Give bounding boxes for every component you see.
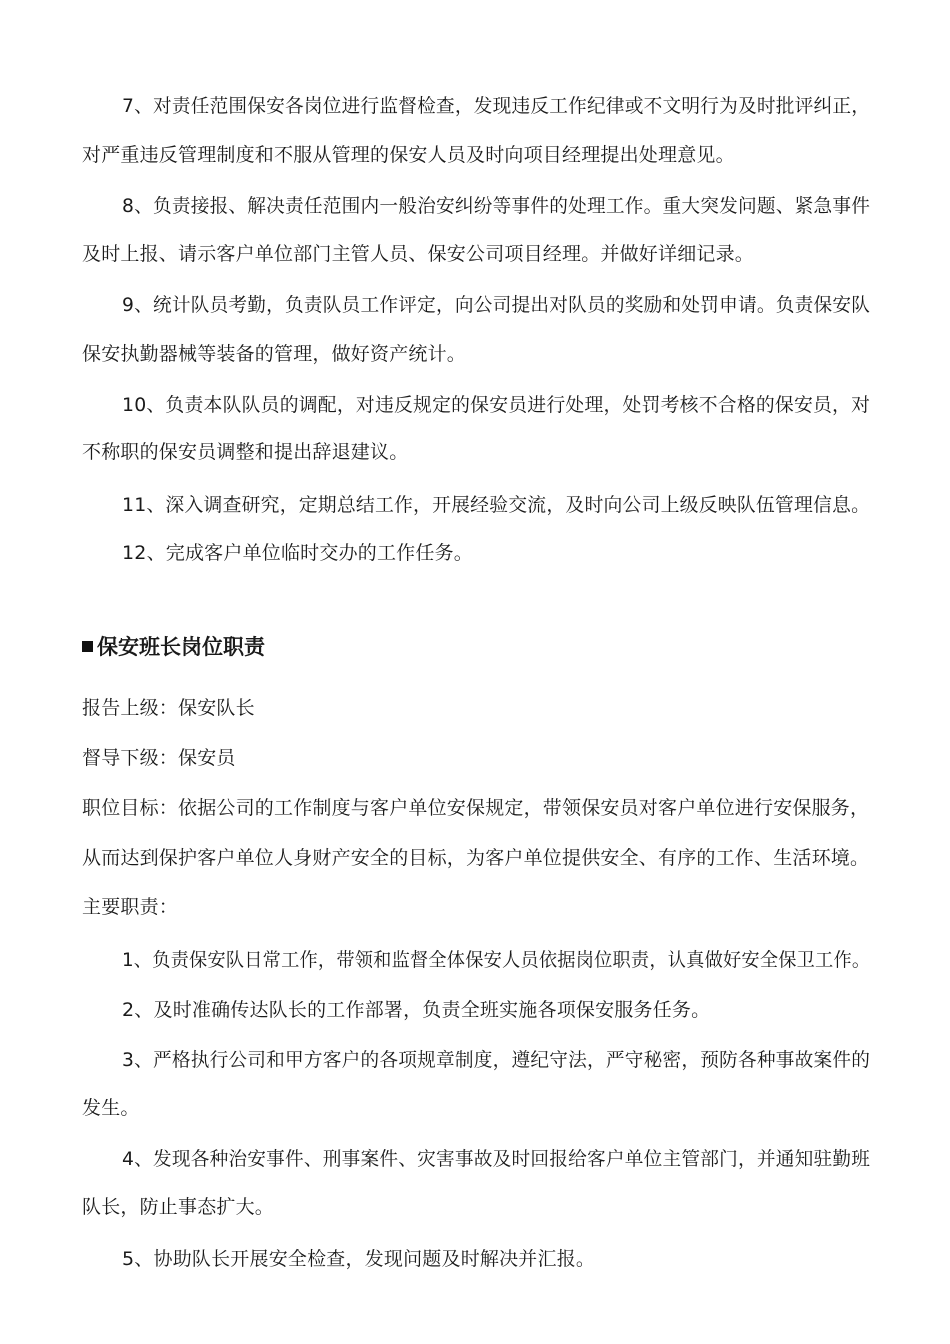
- supervises: 督导下级：保安员: [82, 747, 236, 769]
- duty-5-line-1: 5、协助队长开展安全检查，发现问题及时解决并汇报。: [122, 1248, 596, 1270]
- section-title: 保安班长岗位职责: [97, 635, 265, 659]
- duty-4-line-2: 队长，防止事态扩大。: [82, 1196, 275, 1218]
- item-7-line-2: 对严重违反管理制度和不服从管理的保安人员及时向项目经理提出处理意见。: [82, 144, 735, 166]
- item-7-line-1: 7、对责任范围保安各岗位进行监督检查，发现违反工作纪律或不文明行为及时批评纠正，: [122, 95, 871, 117]
- duty-3-line-1: 3、严格执行公司和甲方客户的各项规章制度，遵纪守法，严守秘密，预防各种事故案件的: [122, 1049, 871, 1071]
- objective-line-1: 职位目标：依据公司的工作制度与客户单位安保规定，带领保安员对客户单位进行安保服务，: [82, 797, 870, 819]
- duties-label: 主要职责：: [82, 896, 179, 918]
- item-8-line-2: 及时上报、请示客户单位部门主管人员、保安公司项目经理。并做好详细记录。: [82, 243, 755, 265]
- duty-1-line-1: 1、负责保安队日常工作，带领和监督全体保安人员依据岗位职责，认真做好安全保卫工作。: [122, 949, 871, 971]
- objective-line-2: 从而达到保护客户单位人身财产安全的目标，为客户单位提供安全、有序的工作、生活环境。: [82, 847, 870, 869]
- item-8-line-1: 8、负责接报、解决责任范围内一般治安纠纷等事件的处理工作。重大突发问题、紧急事件: [122, 195, 871, 217]
- item-12-line-1: 12、完成客户单位临时交办的工作任务。: [122, 542, 473, 564]
- item-11-line-1: 11、深入调查研究，定期总结工作，开展经验交流，及时向公司上级反映队伍管理信息。: [122, 494, 871, 516]
- duty-2-line-1: 2、及时准确传达队长的工作部署，负责全班实施各项保安服务任务。: [122, 999, 711, 1021]
- duty-4-line-1: 4、发现各种治安事件、刑事案件、灾害事故及时回报给客户单位主管部门，并通知驻勤班: [122, 1148, 871, 1170]
- section-heading: [82, 634, 265, 660]
- square-bullet-icon: [82, 641, 93, 652]
- item-10-line-1: 10、负责本队队员的调配，对违反规定的保安员进行处理，处罚考核不合格的保安员，对: [122, 394, 871, 416]
- item-9-line-2: 保安执勤器械等装备的管理，做好资产统计。: [82, 343, 467, 365]
- item-9-line-1: 9、统计队员考勤，负责队员工作评定，向公司提出对队员的奖励和处罚申请。负责保安队: [122, 294, 871, 316]
- item-10-line-2: 不称职的保安员调整和提出辞退建议。: [82, 441, 409, 463]
- reports-to: 报告上级：保安队长: [82, 697, 255, 719]
- duty-3-line-2: 发生。: [82, 1097, 140, 1119]
